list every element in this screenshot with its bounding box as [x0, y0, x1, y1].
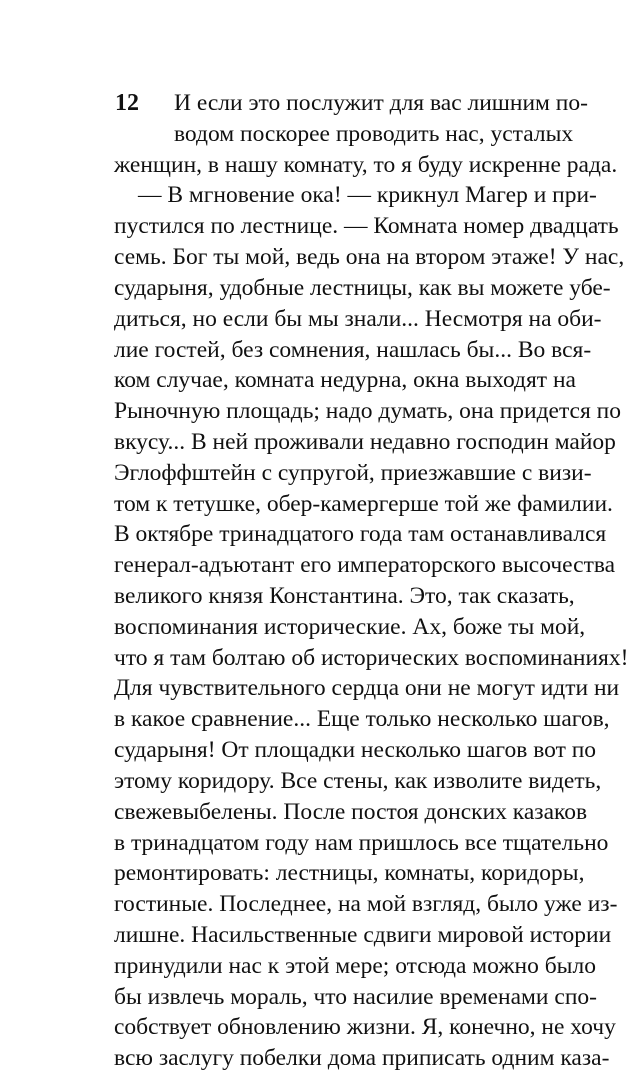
text-line: этому коридору. Все стены, как изволите видеть, [114, 767, 602, 794]
text-line: гостиные. Последнее, на мой взгляд, было уже из- [114, 891, 618, 918]
text-line: ремонтировать: лестницы, комнаты, коридоры, [114, 860, 585, 887]
text-line: водом поскорее проводить нас, усталых [174, 120, 574, 147]
text-line: в какое сравнение... Еще только несколько шагов, [114, 706, 610, 733]
text-line: женщин, в нашу комнату, то я буду искренне рада. [114, 151, 618, 178]
text-line: собствует обновлению жизни. Я, конечно, не хочу [114, 1014, 616, 1041]
text-line: семь. Бог ты мой, ведь она на втором этаже! У нас, [114, 244, 625, 271]
text-line: Рыночную площадь; надо думать, она придется по [114, 398, 621, 425]
text-line: принудили нас к этой мере; отсюда можно было [114, 952, 596, 979]
text-line: генерал-адъютант его императорского высочества [114, 552, 616, 579]
page-number: 12 [115, 90, 139, 116]
text-line: лие гостей, без сомнения, нашлась бы... Во вся- [114, 336, 592, 363]
text-line: свежевыбелены. После постоя донских казаков [114, 798, 588, 825]
text-line: всю заслугу побелки дома приписать одним каза- [114, 1045, 610, 1072]
text-line: сударыня! От площадки несколько шагов вот по [114, 737, 597, 764]
text-line: пустился по лестнице. — Комната номер двадцать [114, 213, 619, 240]
text-line: бы извлечь мораль, что насилие временами спо- [114, 983, 597, 1010]
text-line: — В мгновение ока! — крикнул Магер и при- [138, 182, 597, 209]
text-line: воспоминания исторические. Ах, боже ты мой, [114, 613, 586, 640]
body-text [114, 88, 629, 1074]
text-line: ком случае, комната недурна, окна выходят на [114, 367, 576, 394]
text-line: великого князя Константина. Это, так сказать, [114, 583, 575, 609]
text-line: что я там болтаю об исторических воспоминаниях! [114, 644, 629, 671]
text-line: диться, но если бы мы знали... Несмотря на оби- [114, 305, 602, 332]
text-line: Для чувствительного сердца они не могут идти ни [114, 675, 620, 702]
text-line: вкусу... В ней проживали недавно господин майор [114, 428, 616, 455]
text-line: Эглоффштейн с супругой, приезжавшие с визи- [114, 459, 592, 486]
text-line: том к тетушке, обер-камергерше той же фамилии. [114, 490, 613, 517]
text-line: В октябре тринадцатого года там останавливался [114, 521, 607, 548]
text-line: в тринадцатом году нам пришлось все тщательно [114, 829, 609, 856]
text-line: лишне. Насильственные сдвиги мировой истории [114, 921, 612, 948]
text-line: И если это послужит для вас лишним по- [174, 90, 588, 116]
text-line: сударыня, удобные лестницы, как вы можете убе- [114, 274, 611, 301]
